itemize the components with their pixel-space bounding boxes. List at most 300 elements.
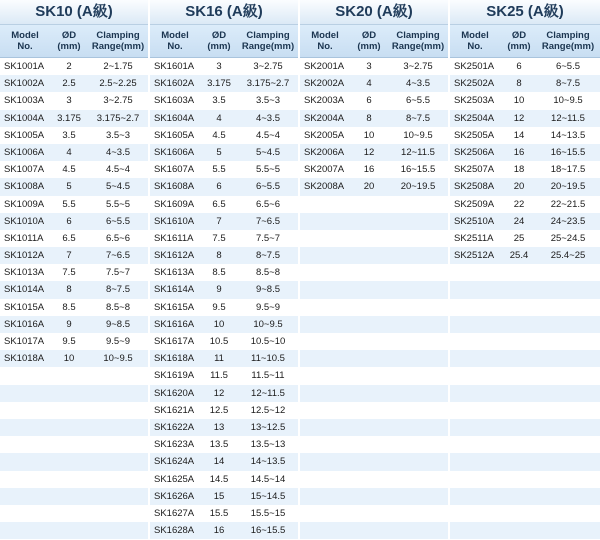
- model-number-cell: SK1009A: [4, 198, 45, 210]
- diameter-cell: 5.5: [62, 198, 76, 210]
- diameter-cell: 16: [213, 525, 225, 537]
- table-row: [0, 58, 148, 75]
- table-row: [150, 110, 298, 127]
- model-number-cell: SK1623A: [154, 439, 195, 451]
- clamping-range-cell: 18~17.5: [550, 164, 586, 176]
- table-row: [300, 144, 448, 161]
- table-row: [300, 58, 448, 75]
- model-number-cell: SK2505A: [454, 129, 495, 141]
- diameter-cell: 15.5: [209, 507, 229, 519]
- diameter-cell: 11.5: [210, 370, 228, 382]
- model-number-cell: SK1016A: [4, 318, 45, 330]
- diameter-cell: 7: [66, 250, 72, 262]
- table-row: [0, 333, 148, 350]
- model-number-cell: SK1608A: [154, 181, 195, 193]
- empty-row: [450, 419, 600, 436]
- diameter-cell: 7.5: [62, 267, 76, 279]
- diameter-cell: 8: [366, 112, 372, 124]
- diameter-cell: 2.5: [62, 78, 76, 90]
- empty-row: [300, 488, 448, 505]
- diameter-cell: 8: [66, 284, 72, 296]
- clamping-range-cell: 5~4.5: [105, 181, 131, 193]
- empty-row: [450, 299, 600, 316]
- diameter-cell: 3.5: [62, 129, 76, 141]
- diameter-cell: 10.5: [209, 336, 229, 347]
- table-row: [450, 178, 600, 195]
- table-row: [150, 58, 298, 75]
- diameter-cell: 20: [363, 181, 375, 193]
- diameter-cell: 2: [66, 61, 72, 72]
- empty-row: [0, 453, 148, 470]
- table-row: [450, 58, 600, 75]
- clamping-range-cell: 15.5~15: [250, 507, 286, 519]
- clamping-range-cell: 22~21.5: [550, 198, 586, 210]
- model-number-cell: SK1005A: [4, 129, 45, 141]
- table-row: [0, 350, 148, 367]
- panel-title: SK25 (A級): [450, 0, 600, 25]
- table-row: [450, 110, 600, 127]
- empty-row: [300, 505, 448, 522]
- model-number-cell: SK1006A: [4, 146, 45, 158]
- clamping-range-cell: 4.5~4: [255, 129, 281, 141]
- table-row: [450, 213, 600, 230]
- table-row: [450, 161, 600, 178]
- empty-row: [0, 522, 148, 539]
- table-row: [0, 92, 148, 109]
- diameter-cell: 6: [66, 215, 72, 227]
- empty-row: [450, 402, 600, 419]
- empty-row: [450, 350, 600, 367]
- table-row: [300, 110, 448, 127]
- diameter-cell: 4: [366, 78, 372, 90]
- clamping-range-cell: 9.5~9: [255, 301, 281, 313]
- diameter-cell: 7.5: [212, 232, 226, 244]
- clamping-range-cell: 25.4~25: [550, 250, 586, 262]
- diameter-cell: 13.5: [209, 439, 229, 451]
- table-row: [0, 299, 148, 316]
- table-row: [0, 178, 148, 195]
- model-number-cell: SK1001A: [4, 61, 45, 72]
- diameter-cell: 12.5: [209, 404, 229, 416]
- diameter-cell: 4.5: [62, 164, 76, 176]
- empty-row: [300, 299, 448, 316]
- clamping-range-cell: 15~14.5: [250, 490, 286, 502]
- panel-title: SK16 (A級): [150, 0, 298, 25]
- column-header-row: [150, 25, 298, 58]
- clamping-range-cell: 6~5.5: [105, 215, 131, 227]
- model-number-cell: SK2003A: [304, 95, 345, 107]
- diameter-cell: 14: [513, 129, 525, 141]
- empty-row: [450, 453, 600, 470]
- clamping-range-cell: 20~19.5: [550, 181, 586, 193]
- header-clamping-range: Clamping Range(mm): [391, 30, 445, 52]
- diameter-cell: 18: [513, 164, 525, 176]
- empty-row: [450, 316, 600, 333]
- empty-row: [300, 522, 448, 539]
- model-number-cell: SK2004A: [304, 112, 345, 124]
- model-number-cell: SK1622A: [154, 421, 195, 433]
- model-number-cell: SK2506A: [454, 146, 495, 158]
- model-number-cell: SK1601A: [154, 61, 195, 72]
- model-number-cell: SK1607A: [154, 164, 195, 176]
- table-row: [450, 75, 600, 92]
- clamping-range-cell: 6~5.5: [255, 181, 281, 193]
- clamping-range-cell: 6~5.5: [555, 61, 581, 72]
- table-row: [450, 196, 600, 213]
- diameter-cell: 10: [363, 129, 375, 141]
- model-number-cell: SK2512A: [454, 250, 495, 262]
- empty-row: [300, 333, 448, 350]
- table-row: [150, 367, 298, 384]
- empty-row: [300, 247, 448, 264]
- diameter-cell: 6: [216, 181, 222, 193]
- diameter-cell: 12: [363, 146, 375, 158]
- header-clamping-range: Clamping Range(mm): [541, 30, 595, 52]
- clamping-range-cell: 8.5~8: [255, 267, 281, 279]
- table-row: [150, 247, 298, 264]
- table-row: [300, 178, 448, 195]
- table-row: [0, 316, 148, 333]
- clamping-range-cell: 9.5~9: [105, 336, 131, 347]
- clamping-range-cell: 6.5~6: [105, 232, 131, 244]
- empty-row: [450, 488, 600, 505]
- clamping-range-cell: 3~2.75: [403, 61, 433, 72]
- diameter-cell: 8.5: [212, 267, 226, 279]
- table-row: [0, 144, 148, 161]
- table-row: [150, 161, 298, 178]
- model-number-cell: SK1627A: [154, 507, 195, 519]
- empty-row: [450, 436, 600, 453]
- diameter-cell: 8: [516, 78, 522, 90]
- clamping-range-cell: 10~9.5: [103, 353, 133, 365]
- table-row: [150, 127, 298, 144]
- diameter-cell: 4: [216, 112, 222, 124]
- model-number-cell: SK1002A: [4, 78, 45, 90]
- empty-row: [300, 436, 448, 453]
- clamping-range-cell: 7~6.5: [105, 250, 131, 262]
- diameter-cell: 12: [513, 112, 525, 124]
- empty-row: [300, 230, 448, 247]
- diameter-cell: 3: [66, 95, 72, 107]
- clamping-range-cell: 7.5~7: [255, 232, 281, 244]
- clamping-range-cell: 24~23.5: [550, 215, 586, 227]
- clamping-range-cell: 16~15.5: [250, 525, 286, 537]
- column-header-row: [0, 25, 148, 58]
- clamping-range-cell: 13.5~13: [250, 439, 286, 451]
- diameter-cell: 3: [366, 61, 372, 72]
- model-number-cell: SK2005A: [304, 129, 345, 141]
- model-number-cell: SK2006A: [304, 146, 345, 158]
- clamping-range-cell: 10.5~10: [250, 336, 286, 347]
- empty-row: [0, 505, 148, 522]
- clamping-range-cell: 20~19.5: [400, 181, 436, 193]
- clamping-range-cell: 10~9.5: [553, 95, 583, 107]
- table-row: [150, 264, 298, 281]
- clamping-range-cell: 3~2.75: [103, 95, 133, 107]
- model-number-cell: SK2511A: [454, 232, 494, 244]
- diameter-cell: 20: [513, 181, 525, 193]
- clamping-range-cell: 10~9.5: [403, 129, 433, 141]
- table-row: [0, 281, 148, 298]
- empty-row: [0, 367, 148, 384]
- header-diameter: ØD (mm): [207, 30, 231, 52]
- table-row: [300, 127, 448, 144]
- diameter-cell: 5.5: [212, 164, 226, 176]
- table-row: [150, 453, 298, 470]
- empty-row: [0, 488, 148, 505]
- table-row: [150, 316, 298, 333]
- diameter-cell: 8: [216, 250, 222, 262]
- diameter-cell: 3.175: [57, 112, 81, 124]
- diameter-cell: 10: [513, 95, 525, 107]
- table-row: [0, 110, 148, 127]
- clamping-range-cell: 2.5~2.25: [99, 78, 137, 90]
- table-row: [0, 127, 148, 144]
- spec-panel-2: [150, 0, 300, 540]
- diameter-cell: 6: [366, 95, 372, 107]
- empty-row: [450, 471, 600, 488]
- clamping-range-cell: 3.5~3: [255, 95, 281, 107]
- table-row: [150, 385, 298, 402]
- table-row: [300, 75, 448, 92]
- empty-row: [0, 402, 148, 419]
- diameter-cell: 24: [513, 215, 525, 227]
- table-row: [150, 436, 298, 453]
- clamping-range-cell: 4~3.5: [255, 112, 281, 124]
- diameter-cell: 5: [216, 146, 222, 158]
- diameter-cell: 9.5: [62, 336, 76, 347]
- panel-title: SK20 (A級): [300, 0, 448, 25]
- table-row: [150, 522, 298, 539]
- diameter-cell: 8.5: [62, 301, 76, 313]
- empty-row: [300, 316, 448, 333]
- table-row: [300, 92, 448, 109]
- table-row: [450, 247, 600, 264]
- clamping-range-cell: 8~7.5: [105, 284, 131, 296]
- diameter-cell: 6.5: [212, 198, 226, 210]
- model-number-cell: SK2508A: [454, 181, 495, 193]
- table-row: [150, 196, 298, 213]
- empty-row: [0, 385, 148, 402]
- model-number-cell: SK1008A: [4, 181, 45, 193]
- clamping-range-cell: 7~6.5: [255, 215, 281, 227]
- model-number-cell: SK1612A: [154, 250, 195, 262]
- empty-row: [300, 264, 448, 281]
- model-number-cell: SK1620A: [154, 387, 195, 399]
- empty-row: [450, 505, 600, 522]
- table-row: [150, 230, 298, 247]
- table-row: [150, 333, 298, 350]
- empty-row: [300, 213, 448, 230]
- model-number-cell: SK1011A: [4, 232, 44, 244]
- clamping-range-cell: 7.5~7: [105, 267, 131, 279]
- header-model-no: Model No.: [461, 30, 489, 52]
- empty-row: [450, 522, 600, 539]
- clamping-range-cell: 8~7.5: [405, 112, 431, 124]
- empty-row: [450, 333, 600, 350]
- model-number-cell: SK1626A: [154, 490, 195, 502]
- empty-row: [300, 419, 448, 436]
- diameter-cell: 13: [213, 421, 225, 433]
- clamping-range-cell: 8~7.5: [255, 250, 281, 262]
- table-row: [150, 350, 298, 367]
- clamping-range-cell: 5.5~5: [105, 198, 131, 210]
- clamping-range-cell: 4~3.5: [105, 146, 131, 158]
- empty-row: [450, 264, 600, 281]
- model-number-cell: SK1625A: [154, 473, 195, 485]
- diameter-cell: 15: [213, 490, 225, 502]
- model-number-cell: SK1616A: [154, 318, 195, 330]
- clamping-range-cell: 14~13.5: [550, 129, 586, 141]
- table-row: [150, 471, 298, 488]
- header-diameter: ØD (mm): [507, 30, 531, 52]
- model-number-cell: SK1621A: [154, 404, 195, 416]
- spec-panel-4: [450, 0, 600, 540]
- empty-row: [300, 350, 448, 367]
- header-model-no: Model No.: [161, 30, 189, 52]
- model-number-cell: SK2510A: [454, 215, 495, 227]
- diameter-cell: 9: [66, 318, 72, 330]
- table-row: [0, 75, 148, 92]
- model-number-cell: SK1017A: [4, 336, 45, 347]
- table-row: [150, 75, 298, 92]
- table-row: [0, 264, 148, 281]
- header-model-no: Model No.: [311, 30, 339, 52]
- clamping-range-cell: 2~1.75: [103, 61, 133, 72]
- empty-row: [0, 419, 148, 436]
- table-row: [0, 196, 148, 213]
- clamping-range-cell: 9~8.5: [105, 318, 131, 330]
- model-number-cell: SK1010A: [4, 215, 45, 227]
- clamping-range-cell: 16~15.5: [400, 164, 436, 176]
- empty-row: [450, 281, 600, 298]
- empty-row: [300, 367, 448, 384]
- model-number-cell: SK1624A: [154, 456, 195, 468]
- empty-row: [450, 385, 600, 402]
- model-number-cell: SK2008A: [304, 181, 345, 193]
- empty-row: [300, 385, 448, 402]
- model-number-cell: SK1602A: [154, 78, 195, 90]
- model-number-cell: SK1014A: [4, 284, 45, 296]
- header-clamping-range: Clamping Range(mm): [241, 30, 295, 52]
- table-row: [0, 213, 148, 230]
- column-header-row: [300, 25, 448, 58]
- model-number-cell: SK1614A: [154, 284, 195, 296]
- diameter-cell: 4: [66, 146, 72, 158]
- table-row: [150, 505, 298, 522]
- diameter-cell: 3.175: [207, 78, 231, 90]
- diameter-cell: 10: [213, 318, 225, 330]
- diameter-cell: 3.5: [212, 95, 226, 107]
- clamping-range-cell: 3.5~3: [105, 129, 131, 141]
- header-model-no: Model No.: [11, 30, 39, 52]
- model-number-cell: SK2002A: [304, 78, 345, 90]
- table-row: [0, 161, 148, 178]
- clamping-range-cell: 4~3.5: [405, 78, 431, 90]
- clamping-range-cell: 4.5~4: [105, 164, 131, 176]
- table-row: [450, 92, 600, 109]
- empty-row: [300, 471, 448, 488]
- column-header-row: [450, 25, 600, 58]
- model-number-cell: SK2501A: [454, 61, 495, 72]
- diameter-cell: 25.4: [509, 250, 529, 262]
- model-number-cell: SK2504A: [454, 112, 495, 124]
- table-row: [300, 161, 448, 178]
- table-row: [150, 402, 298, 419]
- diameter-cell: 14: [213, 456, 225, 468]
- model-number-cell: SK2503A: [454, 95, 495, 107]
- clamping-range-cell: 9~8.5: [255, 284, 281, 296]
- clamping-range-cell: 6.5~6: [255, 198, 281, 210]
- diameter-cell: 22: [513, 198, 525, 210]
- diameter-cell: 10: [63, 353, 75, 365]
- model-number-cell: SK2007A: [304, 164, 345, 176]
- diameter-cell: 6.5: [62, 232, 76, 244]
- table-row: [150, 281, 298, 298]
- empty-row: [300, 453, 448, 470]
- diameter-cell: 25: [513, 232, 525, 244]
- diameter-cell: 6: [516, 61, 522, 72]
- model-number-cell: SK2001A: [304, 61, 345, 72]
- model-number-cell: SK1609A: [154, 198, 195, 210]
- table-row: [150, 92, 298, 109]
- model-number-cell: SK1611A: [154, 232, 194, 244]
- model-number-cell: SK1015A: [4, 301, 45, 313]
- model-number-cell: SK2502A: [454, 78, 495, 90]
- diameter-cell: 12: [213, 387, 225, 399]
- clamping-range-cell: 13~12.5: [250, 421, 286, 433]
- model-number-cell: SK1610A: [154, 215, 195, 227]
- model-number-cell: SK1606A: [154, 146, 195, 158]
- diameter-cell: 4.5: [212, 129, 226, 141]
- table-row: [150, 144, 298, 161]
- model-number-cell: SK2509A: [454, 198, 495, 210]
- clamping-range-cell: 12~11.5: [251, 387, 285, 399]
- empty-row: [0, 471, 148, 488]
- diameter-cell: 7: [216, 215, 222, 227]
- diameter-cell: 3: [216, 61, 222, 72]
- clamping-range-cell: 5~4.5: [255, 146, 281, 158]
- header-clamping-range: Clamping Range(mm): [91, 30, 145, 52]
- clamping-range-cell: 8~7.5: [555, 78, 581, 90]
- header-diameter: ØD (mm): [57, 30, 81, 52]
- clamping-range-cell: 3~2.75: [253, 61, 283, 72]
- clamping-range-cell: 16~15.5: [550, 146, 586, 158]
- model-number-cell: SK1619A: [154, 370, 195, 382]
- model-number-cell: SK2507A: [454, 164, 495, 176]
- model-number-cell: SK1617A: [154, 336, 195, 347]
- model-number-cell: SK1013A: [4, 267, 45, 279]
- clamping-range-cell: 12~11.5: [551, 112, 585, 124]
- spec-panel-1: [0, 0, 150, 540]
- table-row: [150, 299, 298, 316]
- table-row: [450, 127, 600, 144]
- clamping-range-cell: 8.5~8: [105, 301, 131, 313]
- model-number-cell: SK1618A: [154, 353, 195, 365]
- model-number-cell: SK1615A: [154, 301, 195, 313]
- table-row: [150, 213, 298, 230]
- diameter-cell: 9.5: [212, 301, 226, 313]
- table-row: [150, 178, 298, 195]
- clamping-range-cell: 14.5~14: [250, 473, 286, 485]
- clamping-range-cell: 6~5.5: [405, 95, 431, 107]
- model-number-cell: SK1605A: [154, 129, 195, 141]
- clamping-range-cell: 3.175~2.7: [246, 78, 290, 90]
- clamping-range-cell: 11~10.5: [251, 353, 285, 365]
- spec-panel-3: [300, 0, 450, 540]
- diameter-cell: 5: [66, 181, 72, 193]
- clamping-range-cell: 5.5~5: [255, 164, 281, 176]
